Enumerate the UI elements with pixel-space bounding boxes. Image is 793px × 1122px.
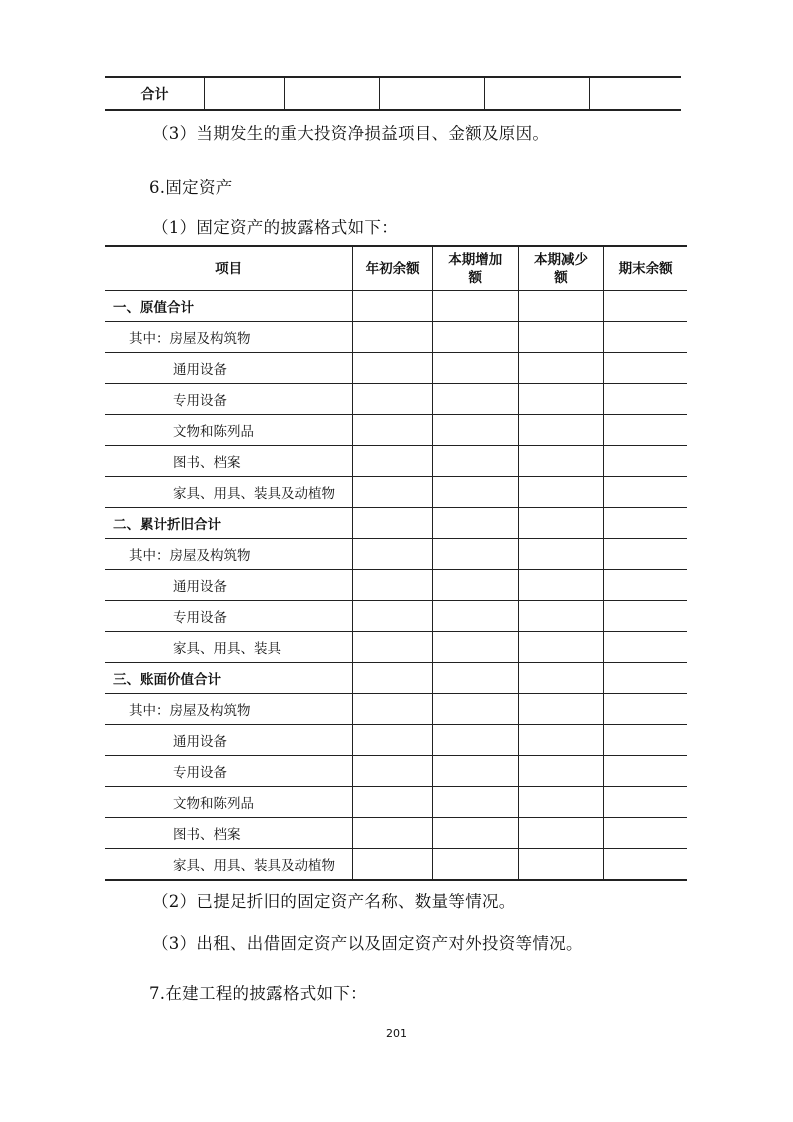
table-cell <box>604 322 687 353</box>
table-cell <box>604 508 687 539</box>
table-cell <box>604 291 687 322</box>
table-row <box>105 601 687 632</box>
table-row <box>105 322 687 353</box>
table-cell <box>518 508 604 539</box>
table-cell <box>432 849 518 881</box>
table-cell <box>604 415 687 446</box>
table-row <box>105 787 687 818</box>
fixed-asset-table <box>105 245 687 881</box>
table-cell <box>518 539 604 570</box>
table-cell <box>432 353 518 384</box>
header-period-increase-line1: 本期增加 <box>448 251 503 268</box>
table-row <box>105 384 687 415</box>
table-cell <box>432 663 518 694</box>
row-label: 图书、档案 <box>105 446 353 477</box>
table-cell <box>432 384 518 415</box>
table-cell <box>604 756 687 787</box>
table-cell <box>432 415 518 446</box>
table-cell <box>285 77 380 110</box>
table-cell <box>604 570 687 601</box>
table-cell <box>604 601 687 632</box>
table-cell <box>432 539 518 570</box>
table-cell <box>604 384 687 415</box>
table-row <box>105 694 687 725</box>
table-cell <box>604 787 687 818</box>
table-cell <box>604 818 687 849</box>
section-heading-fixed-assets: 6.固定资产 <box>149 178 233 197</box>
table-row <box>105 415 687 446</box>
table-cell <box>518 756 604 787</box>
row-label: 一、原值合计 <box>105 291 353 322</box>
table-cell <box>432 694 518 725</box>
table-row <box>105 663 687 694</box>
table-cell <box>518 291 604 322</box>
table-row <box>105 756 687 787</box>
table-cell <box>604 663 687 694</box>
row-label: 其中：房屋及构筑物 <box>105 322 353 353</box>
row-label: 其中：房屋及构筑物 <box>105 539 353 570</box>
table-cell <box>353 725 433 756</box>
table-cell <box>353 384 433 415</box>
row-label: 三、账面价值合计 <box>105 663 353 694</box>
table-cell <box>604 632 687 663</box>
table-cell <box>432 508 518 539</box>
table-cell <box>518 570 604 601</box>
header-closing-balance: 期末余额 <box>604 246 687 291</box>
paragraph-fully-depreciated: （2）已提足折旧的固定资产名称、数量等情况。 <box>152 892 516 911</box>
table-row <box>105 570 687 601</box>
row-label: 通用设备 <box>105 725 353 756</box>
table-cell <box>604 694 687 725</box>
investment-summary-table-fragment <box>105 76 681 111</box>
table-cell <box>432 818 518 849</box>
table-cell <box>205 77 285 110</box>
table-cell <box>518 818 604 849</box>
total-label: 合计 <box>105 77 205 110</box>
paragraph-investment-gains: （3）当期发生的重大投资净损益项目、金额及原因。 <box>152 124 550 143</box>
row-label: 通用设备 <box>105 353 353 384</box>
header-item: 项目 <box>105 246 353 291</box>
table-cell <box>353 291 433 322</box>
table-cell <box>518 415 604 446</box>
row-label: 专用设备 <box>105 756 353 787</box>
table-cell <box>432 787 518 818</box>
table-cell <box>518 663 604 694</box>
table-cell <box>353 663 433 694</box>
table-cell <box>518 849 604 881</box>
table-cell <box>432 446 518 477</box>
table-cell <box>604 849 687 881</box>
table-header-row <box>105 246 687 291</box>
table-row <box>105 849 687 881</box>
paragraph-leased-assets: （3）出租、出借固定资产以及固定资产对外投资等情况。 <box>152 934 583 953</box>
section-heading-construction: 7.在建工程的披露格式如下： <box>149 984 367 1003</box>
table-cell <box>518 446 604 477</box>
table-row <box>105 446 687 477</box>
table-row <box>105 725 687 756</box>
table-cell <box>518 477 604 508</box>
table-row <box>105 353 687 384</box>
header-period-decrease <box>518 246 604 291</box>
table-cell <box>604 446 687 477</box>
table-row <box>105 539 687 570</box>
table-cell <box>432 322 518 353</box>
header-period-decrease-line1: 本期减少 <box>533 251 588 268</box>
header-opening-balance: 年初余额 <box>353 246 433 291</box>
table-cell <box>432 756 518 787</box>
row-label: 专用设备 <box>105 601 353 632</box>
table-cell <box>380 77 485 110</box>
table-cell <box>518 353 604 384</box>
table-cell <box>353 446 433 477</box>
table-cell <box>518 322 604 353</box>
table-cell <box>518 787 604 818</box>
table-cell <box>353 849 433 881</box>
header-period-increase <box>432 246 518 291</box>
table-row <box>105 818 687 849</box>
table-cell <box>485 77 590 110</box>
table-cell <box>353 570 433 601</box>
table-cell <box>353 539 433 570</box>
table-row <box>105 77 681 110</box>
table-cell <box>518 694 604 725</box>
table-cell <box>353 787 433 818</box>
row-label: 家具、用具、装具 <box>105 632 353 663</box>
table-cell <box>432 477 518 508</box>
table-cell <box>604 725 687 756</box>
row-label: 家具、用具、装具及动植物 <box>105 849 353 881</box>
table-cell <box>353 477 433 508</box>
row-label: 图书、档案 <box>105 818 353 849</box>
table-cell <box>432 570 518 601</box>
table-cell <box>518 601 604 632</box>
table-cell <box>604 477 687 508</box>
table-row <box>105 291 687 322</box>
header-period-increase-line2: 额 <box>468 269 483 286</box>
row-label: 其中：房屋及构筑物 <box>105 694 353 725</box>
table-cell <box>353 322 433 353</box>
paragraph-disclosure-format: （1）固定资产的披露格式如下： <box>152 218 398 237</box>
table-cell <box>353 694 433 725</box>
row-label: 专用设备 <box>105 384 353 415</box>
table-cell <box>353 632 433 663</box>
table-cell <box>432 632 518 663</box>
row-label: 文物和陈列品 <box>105 415 353 446</box>
table-cell <box>353 508 433 539</box>
table-cell <box>590 77 682 110</box>
table-cell <box>604 539 687 570</box>
table-cell <box>353 756 433 787</box>
table-cell <box>353 353 433 384</box>
table-cell <box>353 415 433 446</box>
table-cell <box>432 725 518 756</box>
row-label: 二、累计折旧合计 <box>105 508 353 539</box>
table-cell <box>518 725 604 756</box>
page-number: 201 <box>386 1027 407 1040</box>
row-label: 家具、用具、装具及动植物 <box>105 477 353 508</box>
row-label: 通用设备 <box>105 570 353 601</box>
table-cell <box>604 353 687 384</box>
row-label: 文物和陈列品 <box>105 787 353 818</box>
table-cell <box>353 601 433 632</box>
table-cell <box>518 384 604 415</box>
table-cell <box>432 601 518 632</box>
table-row <box>105 632 687 663</box>
table-cell <box>353 818 433 849</box>
table-cell <box>432 291 518 322</box>
table-cell <box>518 632 604 663</box>
header-period-decrease-line2: 额 <box>554 269 568 286</box>
table-row <box>105 508 687 539</box>
table-row <box>105 477 687 508</box>
